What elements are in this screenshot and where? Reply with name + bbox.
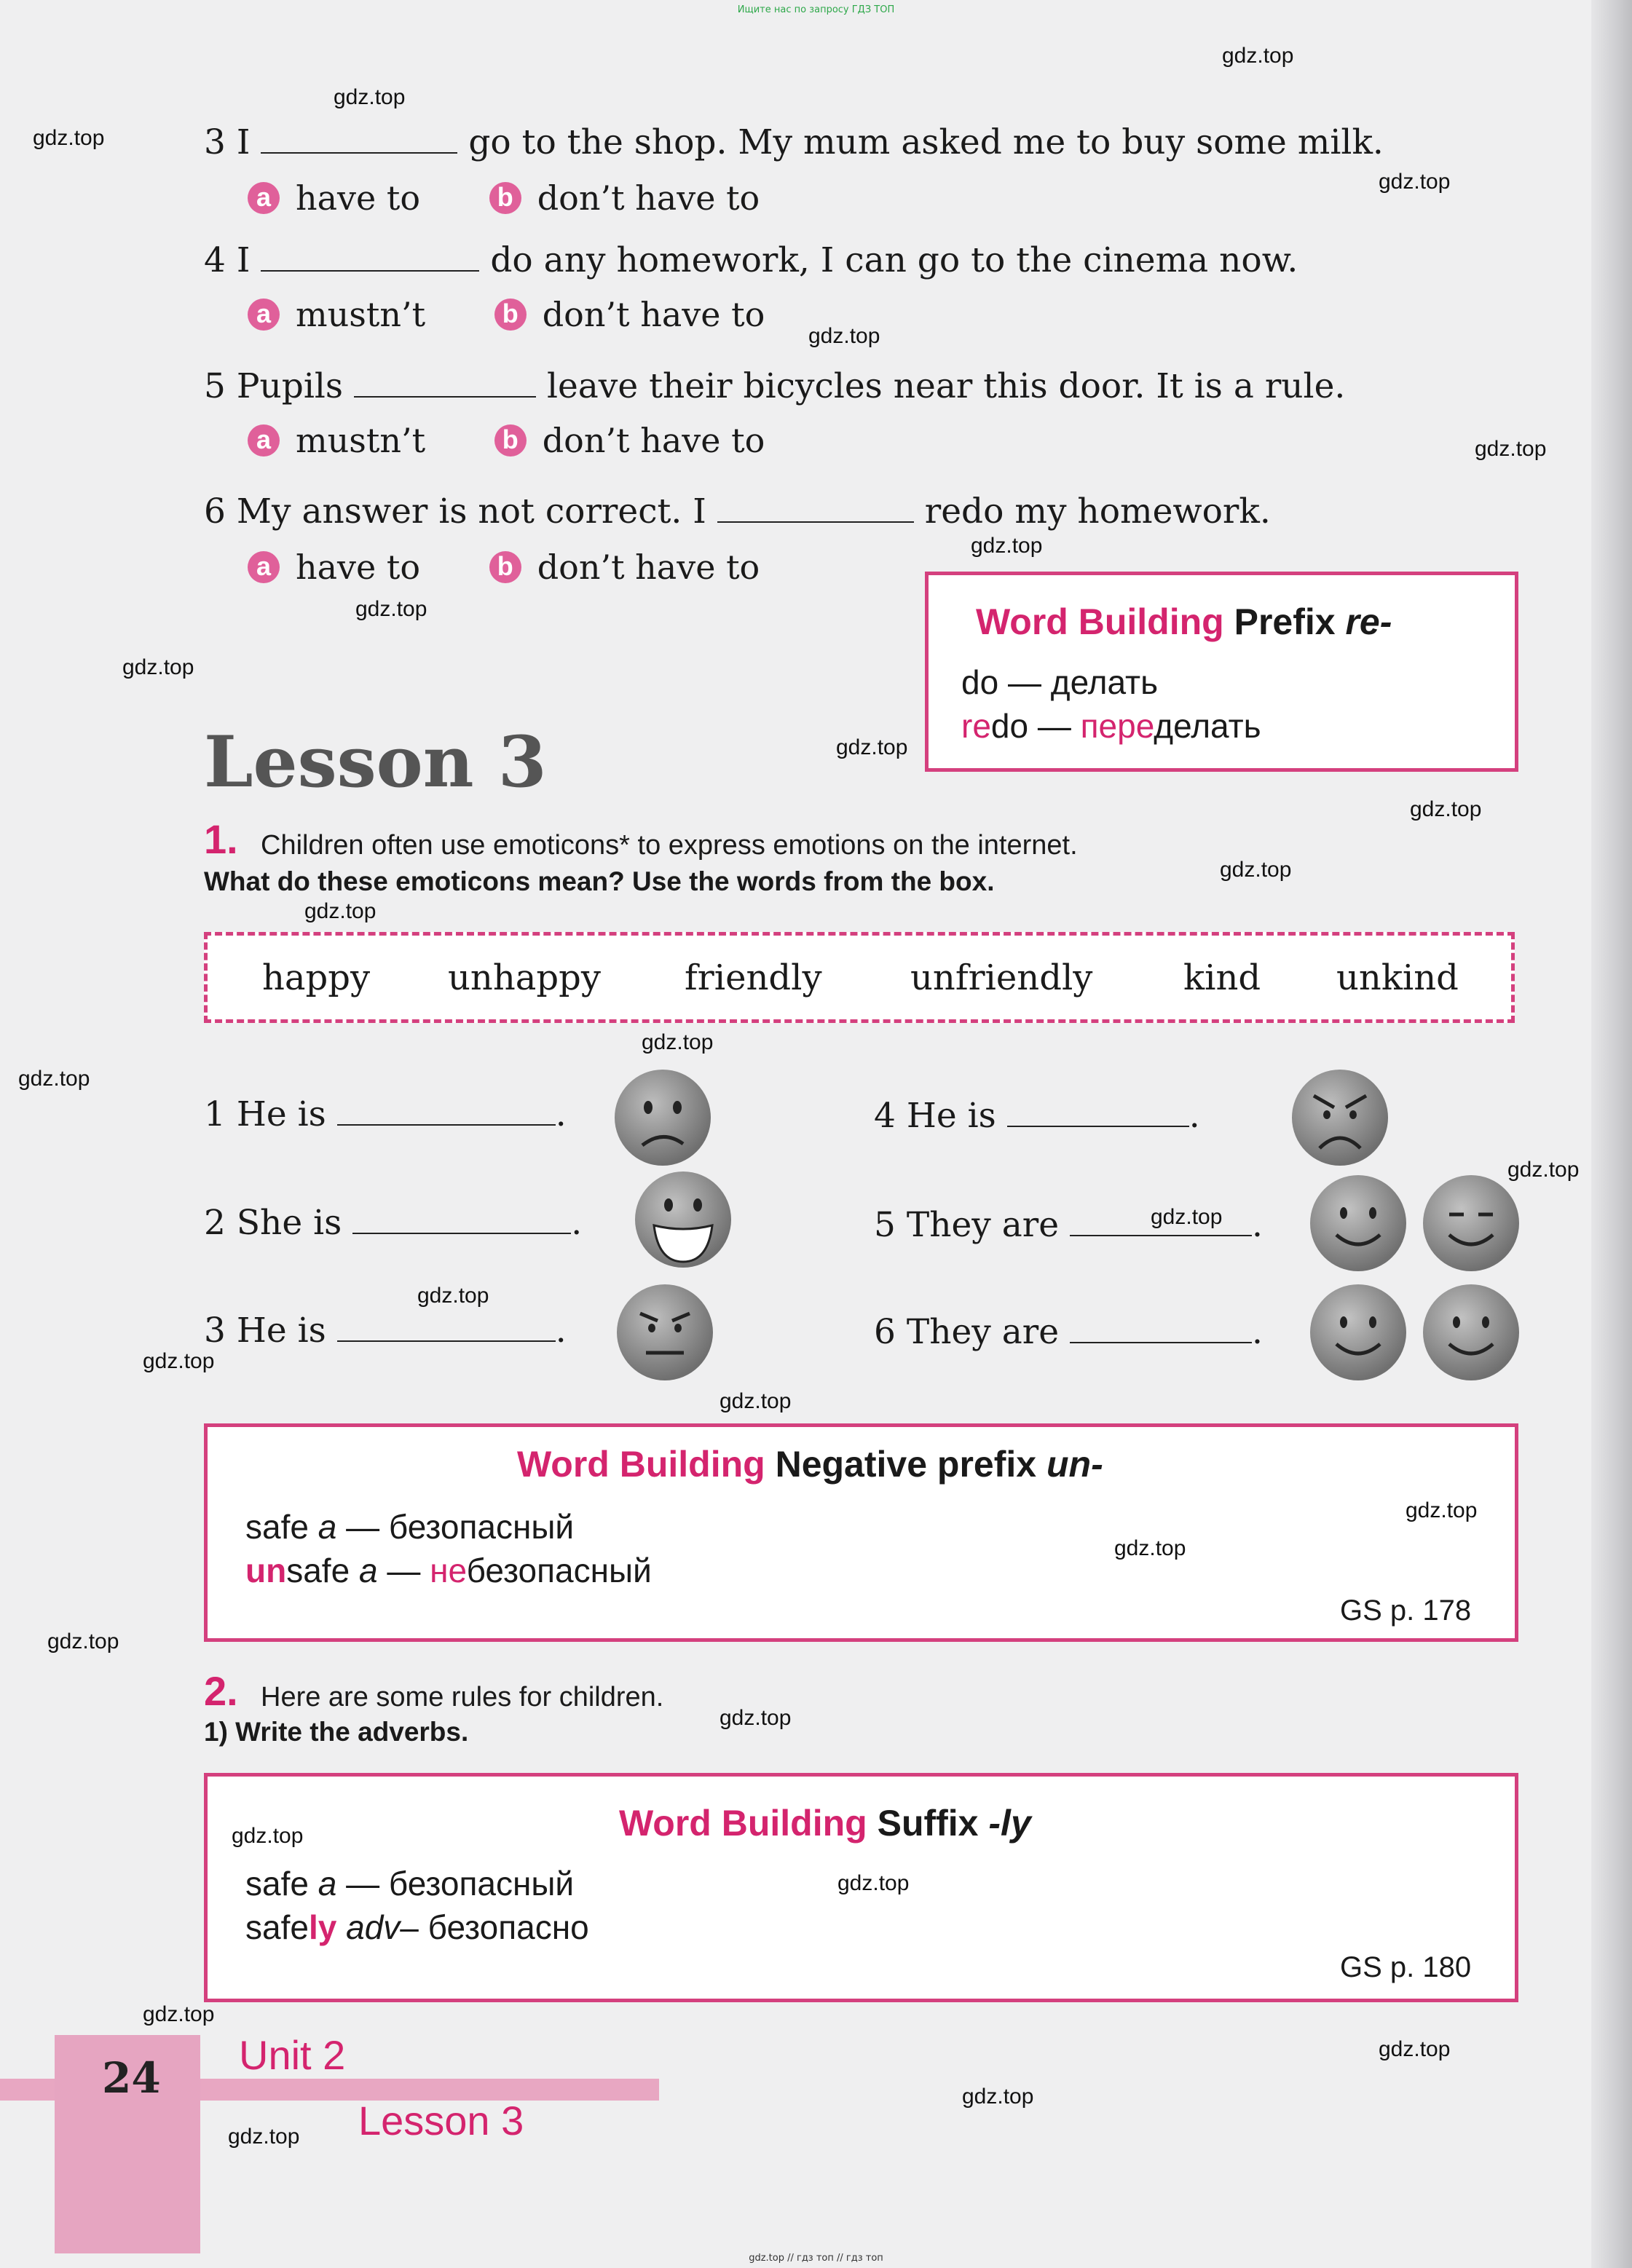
watermark: gdz.top (1507, 1158, 1580, 1182)
wb-example-derived: safely adv– безопасно (245, 1908, 589, 1946)
emoticon-item-2: 2 She is . (204, 1203, 583, 1243)
item-number: 3 (204, 122, 226, 162)
option-a-text[interactable]: have to (296, 548, 421, 587)
wb-example-derived: unsafe a — небезопасный (245, 1552, 652, 1589)
watermark: gdz.top (143, 2002, 215, 2026)
option-b-marker: b (494, 424, 527, 457)
item-text-before: Pupils (236, 366, 344, 406)
word-box-item: happy (262, 957, 371, 998)
answer-blank[interactable] (717, 494, 914, 523)
exercise-item-3 (204, 122, 1384, 162)
option-b-marker: b (489, 551, 521, 583)
winking-face-icon (1420, 1172, 1522, 1274)
wb-example-base: do — делать (961, 663, 1159, 701)
lesson-title: Lesson 3 (204, 721, 547, 803)
option-a-marker: a (248, 424, 280, 457)
top-note: Ищите нас по запросу ГДЗ ТОП (737, 4, 895, 15)
option-a-marker: a (248, 182, 280, 214)
watermark: gdz.top (1220, 858, 1292, 882)
watermark: gdz.top (837, 1871, 910, 1895)
watermark: gdz.top (1379, 170, 1451, 194)
item-text-before: I (236, 240, 251, 280)
option-b-text[interactable]: don’t have to (542, 295, 765, 334)
watermark: gdz.top (962, 2085, 1034, 2109)
answer-blank[interactable] (352, 1205, 571, 1234)
watermark: gdz.top (228, 2125, 300, 2149)
laughing-face-icon (632, 1169, 734, 1271)
watermark: gdz.top (720, 1389, 792, 1413)
task-1-text: Children often use emoticons* to express emotions on the internet. (261, 830, 1078, 861)
watermark: gdz.top (1475, 437, 1547, 461)
watermark: gdz.top (18, 1067, 90, 1091)
smiling-face-icon (1307, 1172, 1409, 1274)
word-building-prefix-un-box (204, 1423, 1518, 1642)
wb-example-derived: redo — переделать (961, 707, 1261, 745)
task-2-number: 2. (204, 1668, 238, 1714)
option-a-marker: a (248, 299, 280, 331)
watermark: gdz.top (122, 655, 194, 679)
word-box-item: unkind (1336, 957, 1459, 998)
answer-blank[interactable] (337, 1313, 556, 1342)
word-box-item: unfriendly (910, 957, 1093, 998)
watermark: gdz.top (143, 1349, 215, 1373)
word-box-item: unhappy (448, 957, 601, 998)
answer-blank[interactable] (261, 125, 457, 154)
answer-blank[interactable] (1070, 1314, 1252, 1343)
emoticon-item-3: 3 He is . (204, 1311, 567, 1351)
item-text-after: go to the shop. My mum asked me to buy some milk. (468, 122, 1384, 162)
option-b-text[interactable]: don’t have to (542, 421, 765, 460)
watermark: gdz.top (1114, 1536, 1186, 1560)
wb-example-base: safe a — безопасный (245, 1865, 575, 1902)
watermark: gdz.top (642, 1030, 714, 1054)
emoticon-item-4: 4 He is . (874, 1096, 1200, 1136)
watermark: gdz.top (1406, 1498, 1478, 1522)
item-5-options (248, 421, 765, 460)
item-text-after: do any homework, I can go to the cinema now. (490, 240, 1298, 280)
option-a-text[interactable]: mustn’t (296, 295, 426, 334)
watermark: gdz.top (417, 1284, 489, 1308)
task-2-text: Here are some rules for children. (261, 1682, 664, 1712)
watermark: gdz.top (33, 126, 105, 150)
page-binding-edge (1591, 0, 1632, 2268)
wb-title: Word Building Prefix re- (976, 601, 1392, 642)
smiling-face-icon (1307, 1281, 1409, 1383)
bottom-note: gdz.top // гдз топ // гдз топ (749, 2253, 883, 2264)
answer-blank[interactable] (354, 368, 536, 398)
task-2-instruction: 1) Write the adverbs. (204, 1717, 469, 1747)
exercise-item-4 (204, 240, 1298, 280)
wb-example-base: safe a — безопасный (245, 1508, 575, 1546)
sad-face-icon (612, 1067, 714, 1169)
word-box-item: friendly (685, 957, 822, 998)
option-a-text[interactable]: have to (296, 178, 421, 218)
emoticon-item-6: 6 They are . (874, 1312, 1263, 1352)
watermark: gdz.top (1379, 2037, 1451, 2061)
item-text-after: redo my homework. (924, 491, 1271, 532)
furious-face-icon (1289, 1067, 1391, 1169)
watermark: gdz.top (971, 534, 1043, 558)
watermark: gdz.top (1222, 44, 1294, 68)
unit-label: Unit 2 (239, 2032, 346, 2078)
answer-blank[interactable] (261, 242, 479, 272)
item-6-options (248, 548, 760, 587)
watermark: gdz.top (304, 899, 377, 923)
lesson-label: Lesson 3 (358, 2098, 524, 2143)
watermark: gdz.top (836, 735, 908, 759)
grammar-reference: GS p. 178 (1340, 1595, 1472, 1627)
wb-title: Word Building Suffix -ly (619, 1803, 1031, 1844)
word-box (204, 932, 1515, 1023)
exercise-item-5 (204, 366, 1345, 406)
angry-face-icon (614, 1281, 716, 1383)
grammar-reference: GS p. 180 (1340, 1951, 1472, 1983)
emoticon-item-5: 5 They are . (874, 1205, 1263, 1245)
word-building-prefix-re-box (925, 572, 1518, 772)
item-4-options (248, 295, 765, 334)
option-b-marker: b (489, 182, 521, 214)
emoticon-item-1: 1 He is . (204, 1094, 567, 1134)
watermark: gdz.top (1151, 1205, 1223, 1229)
watermark: gdz.top (334, 85, 406, 109)
task-1-number: 1. (204, 816, 238, 862)
answer-blank[interactable] (337, 1097, 556, 1126)
watermark: gdz.top (808, 324, 880, 348)
item-number: 6 (204, 491, 226, 532)
smiling-face-icon (1420, 1281, 1522, 1383)
option-a-marker: a (248, 551, 280, 583)
item-text-before: I (236, 122, 251, 162)
item-number: 4 (204, 240, 226, 280)
watermark: gdz.top (232, 1824, 304, 1848)
option-b-marker: b (494, 299, 527, 331)
answer-blank[interactable] (1007, 1098, 1189, 1127)
wb-title: Word Building Negative prefix un- (517, 1444, 1103, 1485)
watermark: gdz.top (47, 1629, 119, 1653)
item-text-before: My answer is not correct. I (236, 491, 706, 532)
item-text-after: leave their bicycles near this door. It is a rule. (546, 366, 1346, 406)
watermark: gdz.top (720, 1706, 792, 1730)
watermark: gdz.top (355, 597, 427, 621)
page-number: 24 (102, 2053, 161, 2103)
word-box-item: kind (1183, 957, 1261, 998)
task-1-instruction: What do these emoticons mean? Use the words from the box. (204, 866, 995, 896)
option-b-text[interactable]: don’t have to (537, 178, 760, 218)
exercise-item-6 (204, 491, 1271, 532)
item-3-options (248, 178, 760, 218)
option-b-text[interactable]: don’t have to (537, 548, 760, 587)
option-a-text[interactable]: mustn’t (296, 421, 426, 460)
watermark: gdz.top (1410, 797, 1482, 821)
item-number: 5 (204, 366, 226, 406)
